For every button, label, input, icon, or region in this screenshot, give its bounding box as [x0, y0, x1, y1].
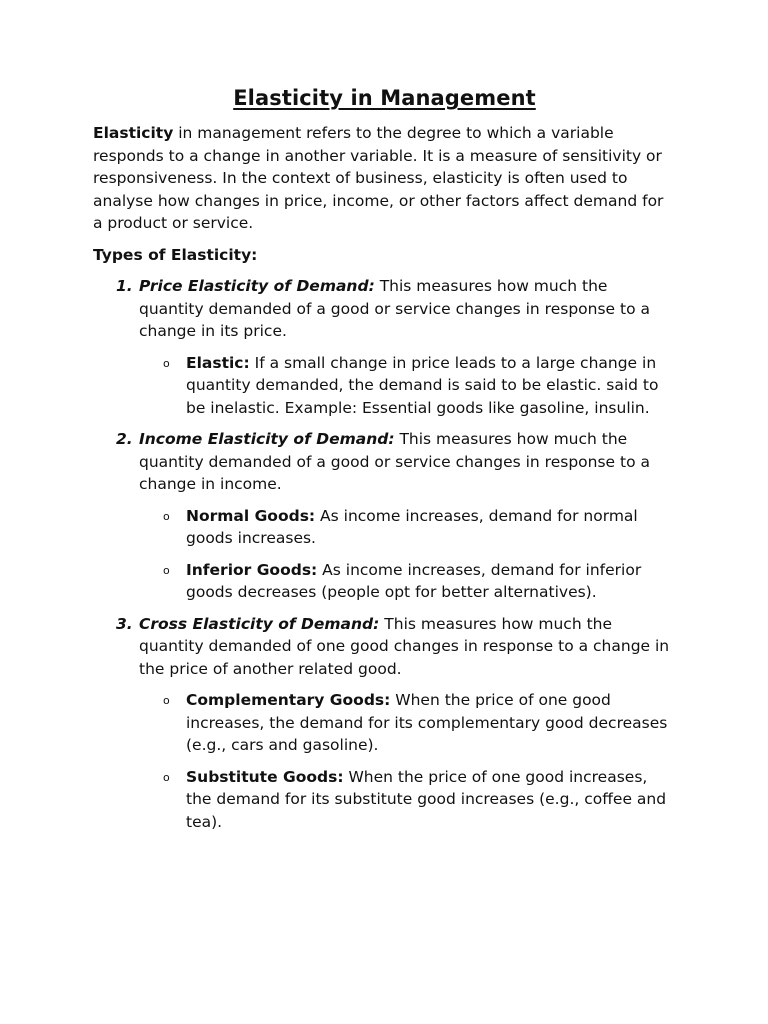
sub-text: As income increases, demand for normal goods increases.	[186, 506, 638, 547]
document-title: Elasticity in Management	[233, 86, 536, 110]
intro-term: Elasticity	[93, 124, 174, 142]
sub-text: When the price of one good increases, the demand for its complementary good decreases (e.g., cars and gasoline).	[186, 691, 668, 754]
type-number: 1.	[116, 277, 133, 295]
types-heading: Types of Elasticity:	[93, 245, 258, 264]
sub-list	[139, 505, 676, 604]
sub-text: As income increases, demand for inferior goods decreases (people opt for better alternatives).	[186, 560, 642, 601]
type-item-cross	[116, 613, 676, 834]
hollow-bullet-icon: o	[163, 563, 170, 577]
hollow-bullet-icon: o	[163, 356, 170, 370]
sub-term: Complementary Goods:	[186, 691, 391, 709]
intro-paragraph	[93, 122, 676, 235]
type-item-price	[116, 275, 676, 419]
sub-term: Elastic:	[186, 353, 250, 372]
sub-list	[139, 689, 676, 833]
sub-term: Substitute Goods:	[186, 767, 344, 786]
sub-item-inferior-goods	[163, 559, 676, 604]
type-name: Cross Elasticity of Demand:	[139, 614, 380, 633]
sub-term: Inferior Goods:	[186, 560, 318, 579]
sub-text: If a small change in price leads to a large change in quantity demanded, the demand is said to be elastic. said to be inelastic. Example: Essential goods like gasoline, insulin.	[186, 353, 659, 417]
type-number: 2.	[116, 430, 133, 448]
sub-item-normal-goods	[163, 505, 676, 550]
type-item-income	[116, 428, 676, 604]
sub-item-complementary-goods	[163, 689, 676, 757]
sub-text: When the price of one good increases, the demand for its substitute good increases (e.g., coffee and tea).	[186, 767, 667, 831]
sub-term: Normal Goods:	[186, 506, 316, 525]
type-name: Income Elasticity of Demand:	[139, 430, 395, 448]
type-name: Price Elasticity of Demand:	[139, 277, 375, 295]
sub-list	[139, 352, 676, 420]
hollow-bullet-icon: o	[163, 770, 170, 784]
types-list	[93, 275, 676, 833]
hollow-bullet-icon: o	[163, 694, 170, 707]
sub-item-elastic	[163, 352, 676, 420]
sub-item-substitute-goods	[163, 766, 676, 834]
type-number: 3.	[116, 614, 133, 633]
hollow-bullet-icon: o	[163, 509, 170, 523]
type-description: This measures how much the quantity demanded of one good changes in response to a change in the price of another related good.	[139, 614, 670, 678]
intro-text: in management refers to the degree to which a variable responds to a change in another variable. It is a measure of sensitivity or responsiveness. In the context of business, elasticity is often used to analyse how changes in price, income, or other factors affect demand for a product or service.	[93, 124, 664, 232]
type-description: This measures how much the quantity demanded of a good or service changes in response to a change in income.	[139, 430, 650, 493]
type-description: This measures how much the quantity demanded of a good or service changes in response to a change in its price.	[139, 277, 650, 340]
